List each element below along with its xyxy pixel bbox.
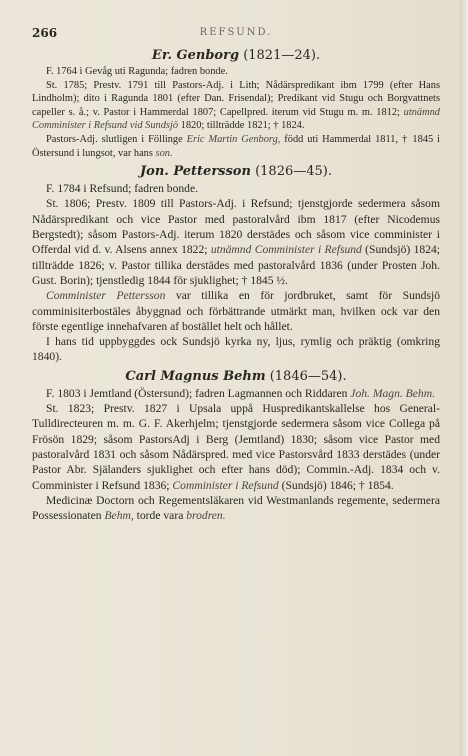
body-text: (Sundsjö) 1846; † 1854. xyxy=(278,478,394,492)
page-edge xyxy=(460,0,468,756)
body-text: torde vara xyxy=(133,509,187,523)
biography-entry xyxy=(32,48,440,160)
italic-text: Comminister Pettersson xyxy=(46,289,166,303)
entry-years: (1821—24). xyxy=(243,48,321,63)
entry-paragraph xyxy=(32,79,440,133)
entry-name: Er. Genborg xyxy=(151,48,240,63)
italic-text: utnämnd Comminister i Refsund xyxy=(210,243,362,257)
italic-text: brodren. xyxy=(186,509,226,523)
biography-entry xyxy=(32,369,440,524)
entry-paragraph xyxy=(32,288,440,334)
body-text: St. 1785; Prestv. 1791 till Pastors-Adj. i Lith; Nådärspredikant ibm 1799 (efter Hans Lindholm); dito i Ragunda 1801 (efter Dan. Frisendal); Predikant vid Stugu och Borgvattnets capeller s. å.; v. Pastor i Hammerdal 1807; Capellpred. iterum vid Stugu m. m. 1812; xyxy=(32,79,440,118)
entry-years: (1846—54). xyxy=(269,368,347,384)
body-text: 1820; tillträdde 1821; † 1824. xyxy=(178,120,305,132)
entry-years: (1826—45). xyxy=(255,164,332,180)
entry-title xyxy=(32,369,440,385)
running-head xyxy=(32,22,440,44)
italic-text: Comminister i Refsund xyxy=(172,478,279,492)
italic-text: utnämnd Comminister i Refsund vid Sundsjö xyxy=(32,106,440,132)
entry-name: Carl Magnus Behm xyxy=(125,368,266,384)
entry-title xyxy=(32,48,440,64)
italic-text: Joh. Magn. Behm. xyxy=(350,386,435,400)
body-text: (Sundsjö) 1824; tillträdde 1826; v. Pastor tillika derstädes med pastoralvård 1836 (under Prosten Joh. Gust. Borin); tjenstledig 1844 för sjuklighet; † 1845 ½. xyxy=(32,243,441,287)
body-text: Medicinæ Doctorn och Regementsläkaren vid Westmanlands regemente, sedermera Possessionaten xyxy=(32,493,440,523)
body-text: I hans tid uppbyggdes ock Sundsjö kyrka ny, ljus, rymlig och präktig (omkring 1840). xyxy=(32,335,440,364)
body-text: F. 1803 i Jemtland (Östersund); fadren Lagmannen och Riddaren xyxy=(46,386,351,400)
body-text: St. 1823; Prestv. 1827 i Upsala uppå Huspredikantskallelse hos General-Tulldirecteuren m. m. G. F. Akerhjelm; tjenstgjorde sedermera såsom vice Collega på Frösön 1829; såsom PastorsAdj i Berg (Jemtland) 1830; såsom vice Pastor med pastoralvård 1831 och såsom Nådärspred. med vice Pastorsvård 1833 derstädes (under Pastor Abr. Själanders sjuklighet och efter hans död); Commin.-Adj. 1834 och v. Comminister i Refsund 1836; xyxy=(32,402,440,492)
body-text: Pastors-Adj. slutligen i Föllinge xyxy=(46,133,187,145)
running-title: REFSUND. xyxy=(199,27,273,38)
entry-paragraph xyxy=(32,386,440,401)
entries-container xyxy=(32,48,440,523)
entry-name: Jon. Pettersson xyxy=(140,164,251,180)
body-text: var tillika en för jordbruket, samt för Sundsjö comminisiterbostäles åbyggnad och förbättrande utmärkt man, hvilken ock var den förste egentlige innehafvaren af bostället helt och hållet. xyxy=(32,289,440,333)
italic-text: Behm, xyxy=(104,509,134,523)
body-text: född uti Hammerdal 1811, † 1845 i Östersund i lungsot, var hans xyxy=(32,133,440,159)
page-number: 266 xyxy=(32,26,58,40)
entry-title xyxy=(32,164,440,180)
entry-paragraph xyxy=(32,196,440,288)
body-text: F. 1764 i Gevåg uti Ragunda; fadren bonde. xyxy=(46,66,228,77)
biography-entry xyxy=(32,164,440,365)
body-text: F. 1784 i Refsund; fadren bonde. xyxy=(46,182,199,196)
body-text: St. 1806; Prestv. 1809 till Pastors-Adj. i Refsund; tjenstgjorde sedermera såsom Nådärspredikant och vice Pastor med pastoralvård ibm 1817 (efter Nicodemus Bergstedt); såsom Pastors-Adj. iterum 1820 derstädes och såsom vice comminister i Offerdal vid d. v. Alsens annex 1822; xyxy=(32,197,440,257)
entry-paragraph xyxy=(32,401,440,493)
italic-text: Eric Martin Genborg, xyxy=(186,133,281,145)
entry-paragraph xyxy=(32,334,440,365)
entry-paragraph xyxy=(32,133,440,160)
entry-paragraph xyxy=(32,181,440,196)
entry-paragraph xyxy=(32,65,440,79)
entry-paragraph xyxy=(32,493,440,524)
italic-text: son. xyxy=(155,147,173,159)
